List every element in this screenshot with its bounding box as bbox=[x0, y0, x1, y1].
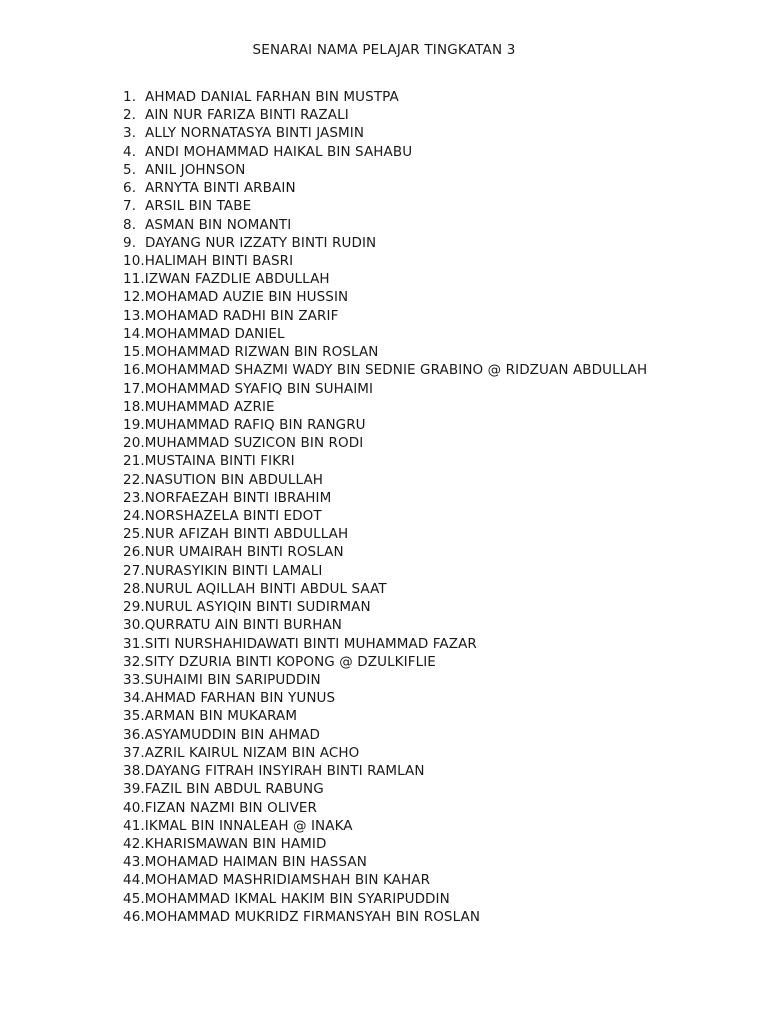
list-item bbox=[123, 106, 647, 124]
list-item bbox=[123, 452, 647, 470]
student-list bbox=[123, 88, 647, 926]
item-number: 30. bbox=[123, 617, 145, 634]
item-number: 17. bbox=[123, 380, 145, 397]
student-name: NASUTION BIN ABDULLAH bbox=[144, 471, 324, 488]
list-item bbox=[123, 635, 647, 653]
list-item bbox=[123, 598, 647, 616]
list-item bbox=[123, 398, 647, 416]
student-name: NURUL ASYIQIN BINTI SUDIRMAN bbox=[144, 599, 371, 616]
item-number: 9. bbox=[123, 234, 137, 251]
student-name: MOHAMAD MASHRIDIAMSHAH BIN KAHAR bbox=[144, 872, 431, 889]
list-item bbox=[123, 780, 647, 798]
student-name: QURRATU AIN BINTI BURHAN bbox=[144, 617, 342, 634]
item-number: 21. bbox=[123, 453, 145, 470]
student-name: DAYANG FITRAH INSYIRAH BINTI RAMLAN bbox=[144, 763, 425, 780]
list-item bbox=[123, 871, 647, 889]
item-number: 45. bbox=[123, 890, 145, 907]
student-name: MOHAMAD AUZIE BIN HUSSIN bbox=[144, 289, 349, 306]
list-item bbox=[123, 744, 647, 762]
list-item bbox=[123, 689, 647, 707]
student-name: AZRIL KAIRUL NIZAM BIN ACHO bbox=[144, 744, 360, 761]
student-name: NURASYIKIN BINTI LAMALI bbox=[144, 562, 323, 579]
list-item bbox=[123, 161, 647, 179]
student-name: MOHAMAD HAIMAN BIN HASSAN bbox=[144, 854, 367, 871]
item-number: 3. bbox=[123, 125, 137, 142]
list-item bbox=[123, 270, 647, 288]
list-item bbox=[123, 434, 647, 452]
item-number: 10. bbox=[123, 252, 145, 269]
item-number: 36. bbox=[123, 726, 145, 743]
list-item bbox=[123, 762, 647, 780]
student-name: MOHAMMAD DANIEL bbox=[144, 325, 285, 342]
list-item bbox=[123, 325, 647, 343]
item-number: 37. bbox=[123, 744, 145, 761]
item-number: 28. bbox=[123, 580, 145, 597]
student-name: AHMAD DANIAL FARHAN BIN MUSTPA bbox=[145, 89, 399, 105]
student-name: NURUL AQILLAH BINTI ABDUL SAAT bbox=[144, 580, 387, 597]
student-name: ARSIL BIN TABE bbox=[145, 198, 252, 215]
list-item bbox=[123, 416, 647, 434]
student-name: ASYAMUDDIN BIN AHMAD bbox=[144, 726, 321, 743]
list-item bbox=[123, 507, 647, 525]
item-number: 19. bbox=[123, 416, 145, 433]
list-item bbox=[123, 489, 647, 507]
list-item bbox=[123, 124, 647, 142]
list-item bbox=[123, 471, 647, 489]
item-number: 34. bbox=[123, 690, 145, 707]
list-item bbox=[123, 580, 647, 598]
item-number: 1. bbox=[123, 89, 137, 105]
student-name: MOHAMMAD SYAFIQ BIN SUHAIMI bbox=[144, 380, 374, 397]
student-name: MOHAMMAD MUKRIDZ FIRMANSYAH BIN ROSLAN bbox=[144, 908, 481, 925]
list-item bbox=[123, 853, 647, 871]
item-number: 2. bbox=[123, 107, 137, 124]
student-name: MOHAMMAD RIZWAN BIN ROSLAN bbox=[144, 344, 379, 361]
list-item bbox=[123, 234, 647, 252]
student-name: KHARISMAWAN BIN HAMID bbox=[144, 835, 327, 852]
list-item bbox=[123, 380, 647, 398]
item-number: 18. bbox=[123, 398, 145, 415]
item-number: 27. bbox=[123, 562, 145, 579]
list-item bbox=[123, 216, 647, 234]
item-number: 22. bbox=[123, 471, 145, 488]
item-number: 7. bbox=[123, 198, 137, 215]
list-item bbox=[123, 707, 647, 725]
item-number: 38. bbox=[123, 763, 145, 780]
student-name: FAZIL BIN ABDUL RABUNG bbox=[144, 781, 324, 798]
item-number: 42. bbox=[123, 835, 145, 852]
item-number: 32. bbox=[123, 653, 145, 670]
item-number: 23. bbox=[123, 489, 145, 506]
item-number: 13. bbox=[123, 307, 145, 324]
list-item bbox=[123, 543, 647, 561]
list-item bbox=[123, 799, 647, 817]
item-number: 12. bbox=[123, 289, 145, 306]
item-number: 44. bbox=[123, 872, 145, 889]
item-number: 43. bbox=[123, 854, 145, 871]
item-number: 46. bbox=[123, 908, 145, 925]
student-name: IKMAL BIN INNALEAH @ INAKA bbox=[144, 817, 353, 834]
item-number: 29. bbox=[123, 599, 145, 616]
student-name: SUHAIMI BIN SARIPUDDIN bbox=[144, 672, 321, 688]
list-item bbox=[123, 525, 647, 543]
item-number: 33. bbox=[123, 672, 145, 688]
student-name: ALLY NORNATASYA BINTI JASMIN bbox=[145, 125, 365, 142]
list-item bbox=[123, 726, 647, 744]
student-name: AIN NUR FARIZA BINTI RAZALI bbox=[145, 107, 349, 124]
list-item bbox=[123, 835, 647, 853]
student-name: NORFAEZAH BINTI IBRAHIM bbox=[144, 489, 332, 506]
item-number: 11. bbox=[123, 271, 145, 288]
list-item bbox=[123, 197, 647, 215]
student-name: ARNYTA BINTI ARBAIN bbox=[145, 180, 296, 197]
student-name: FIZAN NAZMI BIN OLIVER bbox=[144, 799, 318, 816]
item-number: 15. bbox=[123, 344, 145, 361]
student-name: NUR AFIZAH BINTI ABDULLAH bbox=[144, 526, 349, 543]
page-title: SENARAI NAMA PELAJAR TINGKATAN 3 bbox=[252, 42, 516, 58]
student-name: MUHAMMAD AZRIE bbox=[144, 398, 275, 415]
list-item bbox=[123, 288, 647, 306]
student-name: AHMAD FARHAN BIN YUNUS bbox=[144, 690, 336, 707]
list-item bbox=[123, 307, 647, 325]
student-name: ANDI MOHAMMAD HAIKAL BIN SAHABU bbox=[145, 143, 413, 160]
student-name: SITY DZURIA BINTI KOPONG @ DZULKIFLIE bbox=[144, 653, 436, 670]
item-number: 6. bbox=[123, 180, 137, 197]
student-name: MUHAMMAD SUZICON BIN RODI bbox=[144, 435, 364, 452]
list-item bbox=[123, 908, 647, 926]
student-name: MOHAMAD RADHI BIN ZARIF bbox=[144, 307, 339, 324]
item-number: 14. bbox=[123, 325, 145, 342]
student-name: NORSHAZELA BINTI EDOT bbox=[144, 508, 322, 525]
student-name: MUHAMMAD RAFIQ BIN RANGRU bbox=[144, 416, 366, 433]
item-number: 4. bbox=[123, 143, 137, 160]
list-item bbox=[123, 143, 647, 161]
student-name: ANIL JOHNSON bbox=[145, 161, 246, 178]
student-name: NUR UMAIRAH BINTI ROSLAN bbox=[144, 544, 344, 561]
student-name: MUSTAINA BINTI FIKRI bbox=[144, 453, 295, 470]
list-item bbox=[123, 88, 647, 106]
student-name: ASMAN BIN NOMANTI bbox=[145, 216, 292, 233]
item-number: 31. bbox=[123, 635, 145, 652]
item-number: 26. bbox=[123, 544, 145, 561]
list-item bbox=[123, 616, 647, 634]
item-number: 40. bbox=[123, 799, 145, 816]
student-name: HALIMAH BINTI BASRI bbox=[144, 252, 294, 269]
list-item bbox=[123, 179, 647, 197]
student-name: MOHAMMAD SHAZMI WADY BIN SEDNIE GRABINO @ RIDZUAN ABDULLAH bbox=[144, 362, 648, 379]
list-item bbox=[123, 252, 647, 270]
item-number: 20. bbox=[123, 435, 145, 452]
list-item bbox=[123, 890, 647, 908]
item-number: 24. bbox=[123, 508, 145, 525]
item-number: 16. bbox=[123, 362, 145, 379]
item-number: 35. bbox=[123, 708, 145, 725]
list-item bbox=[123, 671, 647, 689]
item-number: 39. bbox=[123, 781, 145, 798]
student-name: SITI NURSHAHIDAWATI BINTI MUHAMMAD FAZAR bbox=[144, 635, 477, 652]
list-item bbox=[123, 361, 647, 379]
student-name: ARMAN BIN MUKARAM bbox=[144, 708, 298, 725]
list-item bbox=[123, 817, 647, 835]
item-number: 8. bbox=[123, 216, 137, 233]
student-name: MOHAMMAD IKMAL HAKIM BIN SYARIPUDDIN bbox=[144, 890, 450, 907]
item-number: 5. bbox=[123, 161, 137, 178]
list-item bbox=[123, 343, 647, 361]
item-number: 25. bbox=[123, 526, 145, 543]
item-number: 41. bbox=[123, 817, 145, 834]
list-item bbox=[123, 562, 647, 580]
list-item bbox=[123, 653, 647, 671]
student-name: DAYANG NUR IZZATY BINTI RUDIN bbox=[145, 234, 377, 251]
student-name: IZWAN FAZDLIE ABDULLAH bbox=[144, 271, 330, 288]
